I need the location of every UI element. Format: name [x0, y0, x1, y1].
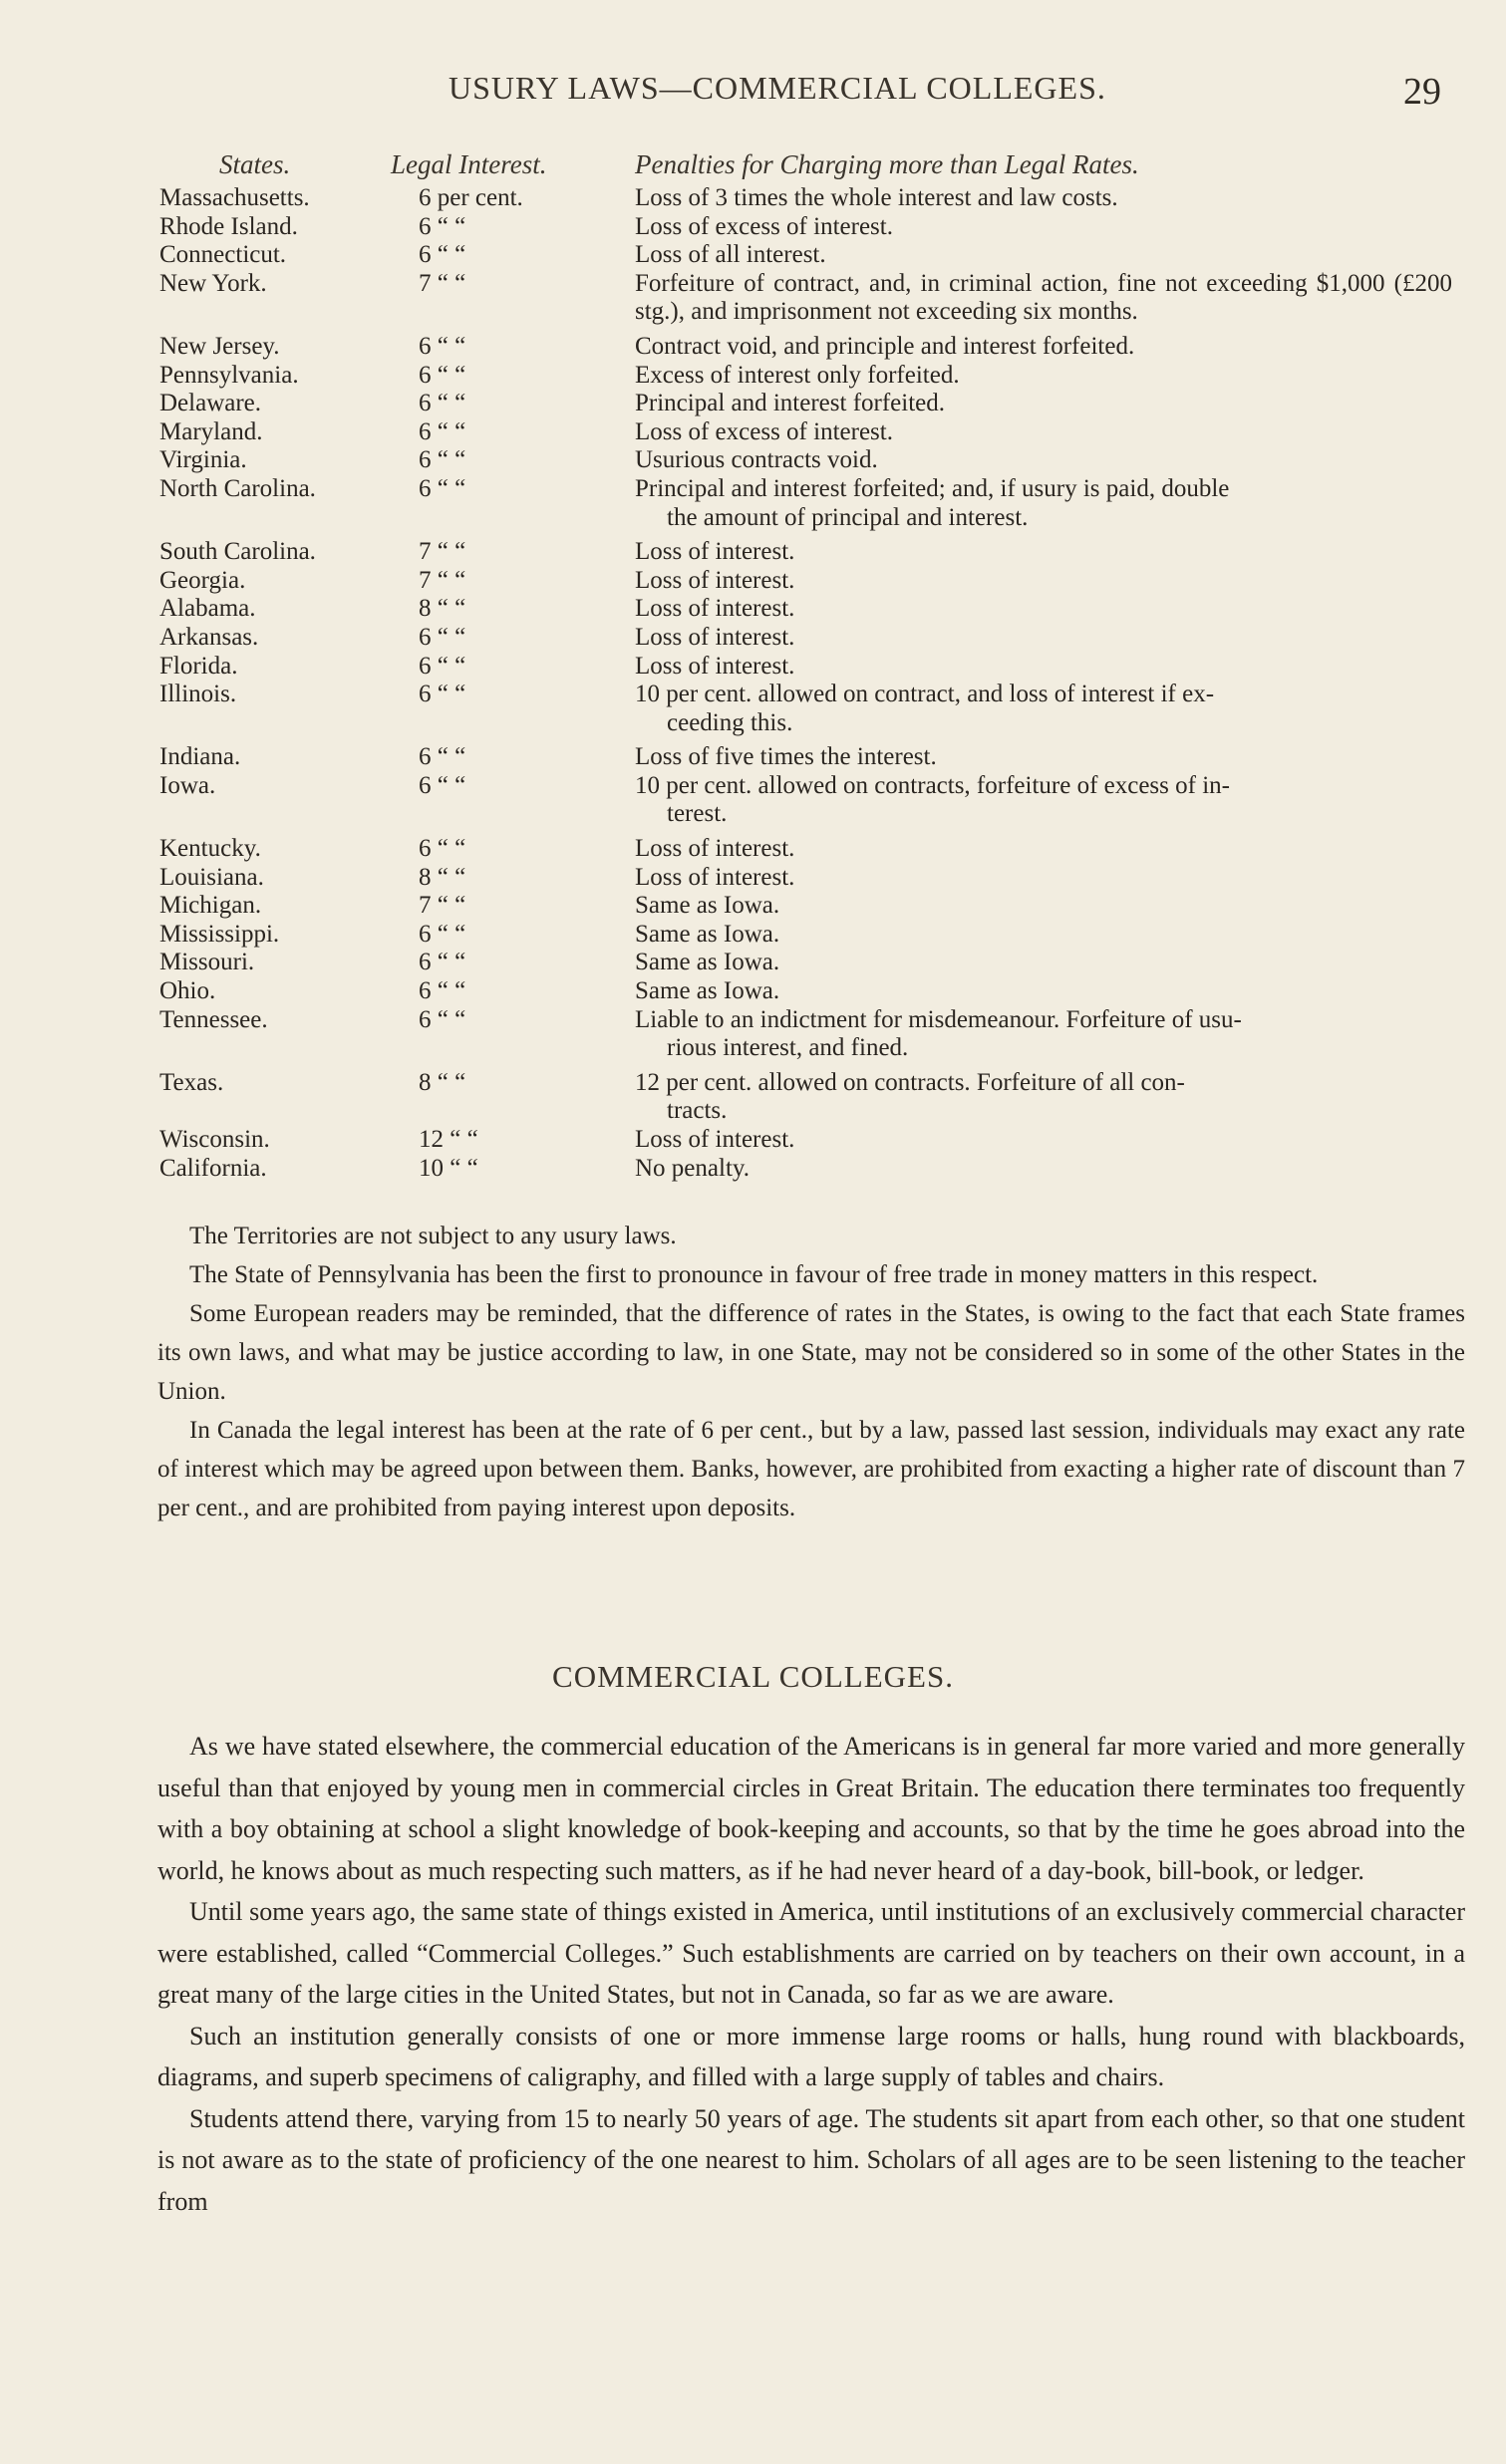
penalty-text — [635, 1126, 1452, 1155]
penalty-line: Principal and interest forfeited. — [635, 390, 945, 417]
penalty-text — [635, 567, 1452, 596]
penalty-line: 10 per cent. allowed on contract, and loss of interest if ex- — [635, 681, 1215, 708]
penalty-line: 10 per cent. allowed on contracts, forfeiture of excess of in- — [635, 771, 1230, 799]
column-header-legal-interest: Legal Interest. — [391, 149, 547, 179]
table-row — [159, 921, 1465, 950]
penalty-line: Loss of excess of interest. — [635, 212, 893, 240]
running-head: USURY LAWS—COMMERCIAL COLLEGES. — [449, 70, 1106, 106]
penalty-text — [635, 653, 1452, 682]
legal-interest-rate: 6 “ “ — [419, 920, 466, 948]
state-name: Massachusetts. — [159, 184, 310, 211]
legal-interest-rate: 6 “ “ — [419, 212, 466, 240]
penalty-continuation: tracts. — [667, 1097, 728, 1125]
table-row — [159, 538, 1465, 567]
penalty-text — [635, 390, 1452, 418]
state-name: New Jersey. — [159, 332, 280, 360]
state-name: North Carolina. — [159, 474, 316, 502]
penalty-line: Loss of interest. — [635, 863, 795, 891]
penalty-line: Loss of interest. — [635, 1126, 795, 1153]
table-row — [159, 949, 1465, 977]
penalty-line: Forfeiture of contract, and, in criminal action, fine not exceeding $1,000 (£200 stg.), and imprisonment not exceeding six months. — [635, 269, 1452, 326]
legal-interest-rate: 6 “ “ — [419, 446, 466, 474]
legal-interest-rate: 6 “ “ — [419, 681, 466, 708]
state-name: Michigan. — [159, 892, 262, 920]
penalty-text — [635, 538, 1452, 567]
state-name: Delaware. — [159, 390, 262, 417]
legal-interest-rate: 6 “ “ — [419, 390, 466, 417]
table-row — [159, 653, 1465, 682]
table-row — [159, 362, 1465, 391]
paragraph: In Canada the legal interest has been at the rate of 6 per cent., but by a law, passed last session, individuals may exact any rate of interest which may be agreed upon between them. Banks, however, are prohibited from exacting a higher rate of discount than 7 per cent., and are prohibited from paying interest upon deposits. — [157, 1417, 1465, 1521]
penalty-continuation: terest. — [667, 800, 728, 828]
state-name: Alabama. — [159, 595, 256, 623]
legal-interest-rate: 6 “ “ — [419, 417, 466, 445]
penalty-line: Liable to an indictment for misdemeanour. Forfeiture of usu- — [635, 1005, 1242, 1033]
penalty-text — [635, 418, 1452, 447]
paragraph: Students attend there, varying from 15 to nearly 50 years of age. The students sit apart from each other, so that one student is not aware as to the state of proficiency of the one nearest to him. Scholars of all ages are to be seen listening to the teacher from — [157, 2103, 1465, 2216]
legal-interest-rate: 7 “ “ — [419, 538, 466, 566]
paragraph: Such an institution generally consists of one or more immense large rooms or halls, hung round with blackboards, diagrams, and superb specimens of caligraphy, and filled with a large supply of tables and chairs. — [157, 2021, 1465, 2091]
table-row — [159, 892, 1465, 921]
penalty-text — [635, 892, 1452, 921]
table-row — [159, 213, 1465, 242]
legal-interest-rate: 6 “ “ — [419, 361, 466, 389]
section-title: COMMERCIAL COLLEGES. — [552, 1659, 954, 1694]
state-name: South Carolina. — [159, 538, 316, 566]
legal-interest-rate: 7 “ “ — [419, 566, 466, 594]
table-row — [159, 1069, 1465, 1126]
legal-interest-rate: 6 “ “ — [419, 771, 466, 799]
penalty-text — [635, 624, 1452, 653]
state-name: Illinois. — [159, 681, 237, 708]
legal-interest-rate: 6 “ “ — [419, 949, 466, 976]
legal-interest-rate: 8 “ “ — [419, 863, 466, 891]
state-name: Arkansas. — [159, 623, 259, 651]
penalty-text — [635, 1155, 1452, 1184]
penalty-text — [635, 333, 1452, 362]
penalty-continuation: rious interest, and fined. — [667, 1034, 909, 1062]
legal-interest-rate: 6 “ “ — [419, 474, 466, 502]
penalty-line: Same as Iowa. — [635, 977, 780, 1005]
legal-interest-rate: 6 “ “ — [419, 652, 466, 680]
penalty-continuation: the amount of principal and interest. — [667, 503, 1029, 531]
usury-table — [159, 184, 1465, 1183]
penalty-line: Same as Iowa. — [635, 920, 780, 948]
penalty-text — [635, 864, 1452, 893]
penalty-text — [635, 1006, 1452, 1063]
table-row — [159, 743, 1465, 772]
penalty-line: Loss of interest. — [635, 835, 795, 863]
table-row — [159, 270, 1465, 327]
penalty-line: Loss of interest. — [635, 652, 795, 680]
paragraph: Some European readers may be reminded, that the difference of rates in the States, is owing to the fact that each State frames its own laws, and what may be justice according to law, in one State, may not be considered so in some of the other States in the Union. — [157, 1300, 1465, 1405]
table-row — [159, 333, 1465, 362]
legal-interest-rate: 6 per cent. — [419, 184, 523, 211]
state-name: Connecticut. — [159, 241, 287, 269]
usury-notes — [157, 1217, 1465, 1527]
state-name: Pennsylvania. — [159, 361, 299, 389]
penalty-line: Same as Iowa. — [635, 892, 780, 920]
state-name: Georgia. — [159, 566, 246, 594]
state-name: Kentucky. — [159, 835, 261, 863]
legal-interest-rate: 6 “ “ — [419, 1005, 466, 1033]
penalty-line: Loss of all interest. — [635, 241, 826, 269]
penalty-text — [635, 977, 1452, 1006]
table-row — [159, 977, 1465, 1006]
table-row — [159, 184, 1465, 213]
paragraph: As we have stated elsewhere, the commercial education of the Americans is in general far more varied and more generally useful than that enjoyed by young men in commercial circles in Great Britain. The education there terminates too frequently with a boy obtaining at school a slight knowledge of book-keeping and accounts, so that by the time he goes abroad into the world, he knows about as much respecting such matters, as if he had never heard of a day-book, bill-book, or ledger. — [157, 1732, 1465, 1885]
penalty-line: Loss of five times the interest. — [635, 743, 937, 771]
penalty-text — [635, 270, 1452, 327]
paragraph: The Territories are not subject to any usury laws. — [189, 1223, 677, 1249]
column-header-penalties: Penalties for Charging more than Legal Rates. — [635, 149, 1139, 179]
legal-interest-rate: 10 “ “ — [419, 1154, 478, 1182]
commercial-colleges-text — [157, 1726, 1465, 2222]
state-name: Tennessee. — [159, 1005, 268, 1033]
legal-interest-rate: 6 “ “ — [419, 623, 466, 651]
table-row — [159, 418, 1465, 447]
state-name: Iowa. — [159, 771, 216, 799]
state-name: New York. — [159, 269, 267, 297]
penalty-line: Loss of 3 times the whole interest and law costs. — [635, 184, 1118, 211]
paragraph: Until some years ago, the same state of things existed in America, until institutions of an exclusively commercial character were established, called “Commercial Colleges.” Such establishments are carried on by teachers on their own account, in a great many of the large cities in the United States, but not in Canada, so far as we are aware. — [157, 1897, 1465, 2009]
state-name: Ohio. — [159, 977, 216, 1005]
table-row — [159, 835, 1465, 864]
legal-interest-rate: 6 “ “ — [419, 241, 466, 269]
penalty-text — [635, 362, 1452, 391]
penalty-line: Usurious contracts void. — [635, 446, 878, 474]
penalty-text — [635, 1069, 1452, 1126]
table-row — [159, 681, 1465, 737]
penalty-text — [635, 772, 1452, 829]
legal-interest-rate: 7 “ “ — [419, 269, 466, 297]
column-header-states: States. — [219, 149, 291, 179]
state-name: California. — [159, 1154, 267, 1182]
table-row — [159, 595, 1465, 624]
paragraph: The State of Pennsylvania has been the first to pronounce in favour of free trade in money matters in this respect. — [189, 1261, 1319, 1288]
penalty-text — [635, 835, 1452, 864]
table-row — [159, 1006, 1465, 1063]
penalty-line: 12 per cent. allowed on contracts. Forfeiture of all con- — [635, 1068, 1185, 1096]
state-name: Rhode Island. — [159, 212, 298, 240]
state-name: Wisconsin. — [159, 1126, 270, 1153]
table-row — [159, 1126, 1465, 1155]
penalty-text — [635, 213, 1452, 242]
table-row — [159, 446, 1465, 475]
state-name: Louisiana. — [159, 863, 264, 891]
table-row — [159, 1155, 1465, 1184]
legal-interest-rate: 8 “ “ — [419, 1068, 466, 1096]
state-name: Virginia. — [159, 446, 247, 474]
state-name: Missouri. — [159, 949, 255, 976]
penalty-line: Contract void, and principle and interest forfeited. — [635, 332, 1135, 360]
table-row — [159, 567, 1465, 596]
penalty-continuation: ceeding this. — [667, 708, 793, 736]
penalty-line: Loss of interest. — [635, 566, 795, 594]
table-row — [159, 475, 1465, 532]
legal-interest-rate: 7 “ “ — [419, 892, 466, 920]
state-name: Mississippi. — [159, 920, 280, 948]
penalty-text — [635, 921, 1452, 950]
penalty-line: Loss of excess of interest. — [635, 417, 893, 445]
table-row — [159, 241, 1465, 270]
legal-interest-rate: 6 “ “ — [419, 743, 466, 771]
penalty-line: Loss of interest. — [635, 623, 795, 651]
penalty-text — [635, 241, 1452, 270]
penalty-text — [635, 743, 1452, 772]
penalty-text — [635, 184, 1452, 213]
penalty-text — [635, 595, 1452, 624]
penalty-text — [635, 681, 1452, 737]
table-row — [159, 624, 1465, 653]
state-name: Florida. — [159, 652, 238, 680]
penalty-line: Loss of interest. — [635, 595, 795, 623]
table-row — [159, 390, 1465, 418]
table-row — [159, 772, 1465, 829]
state-name: Texas. — [159, 1068, 224, 1096]
penalty-text — [635, 949, 1452, 977]
penalty-line: No penalty. — [635, 1154, 751, 1182]
state-name: Indiana. — [159, 743, 241, 771]
penalty-text — [635, 475, 1452, 532]
table-row — [159, 864, 1465, 893]
legal-interest-rate: 6 “ “ — [419, 332, 466, 360]
penalty-line: Excess of interest only forfeited. — [635, 361, 960, 389]
legal-interest-rate: 8 “ “ — [419, 595, 466, 623]
penalty-text — [635, 446, 1452, 475]
penalty-line: Same as Iowa. — [635, 949, 780, 976]
legal-interest-rate: 12 “ “ — [419, 1126, 478, 1153]
page-number: 29 — [1403, 71, 1441, 113]
state-name: Maryland. — [159, 417, 263, 445]
legal-interest-rate: 6 “ “ — [419, 835, 466, 863]
penalty-line: Loss of interest. — [635, 538, 795, 566]
penalty-line: Principal and interest forfeited; and, if usury is paid, double — [635, 474, 1230, 502]
legal-interest-rate: 6 “ “ — [419, 977, 466, 1005]
